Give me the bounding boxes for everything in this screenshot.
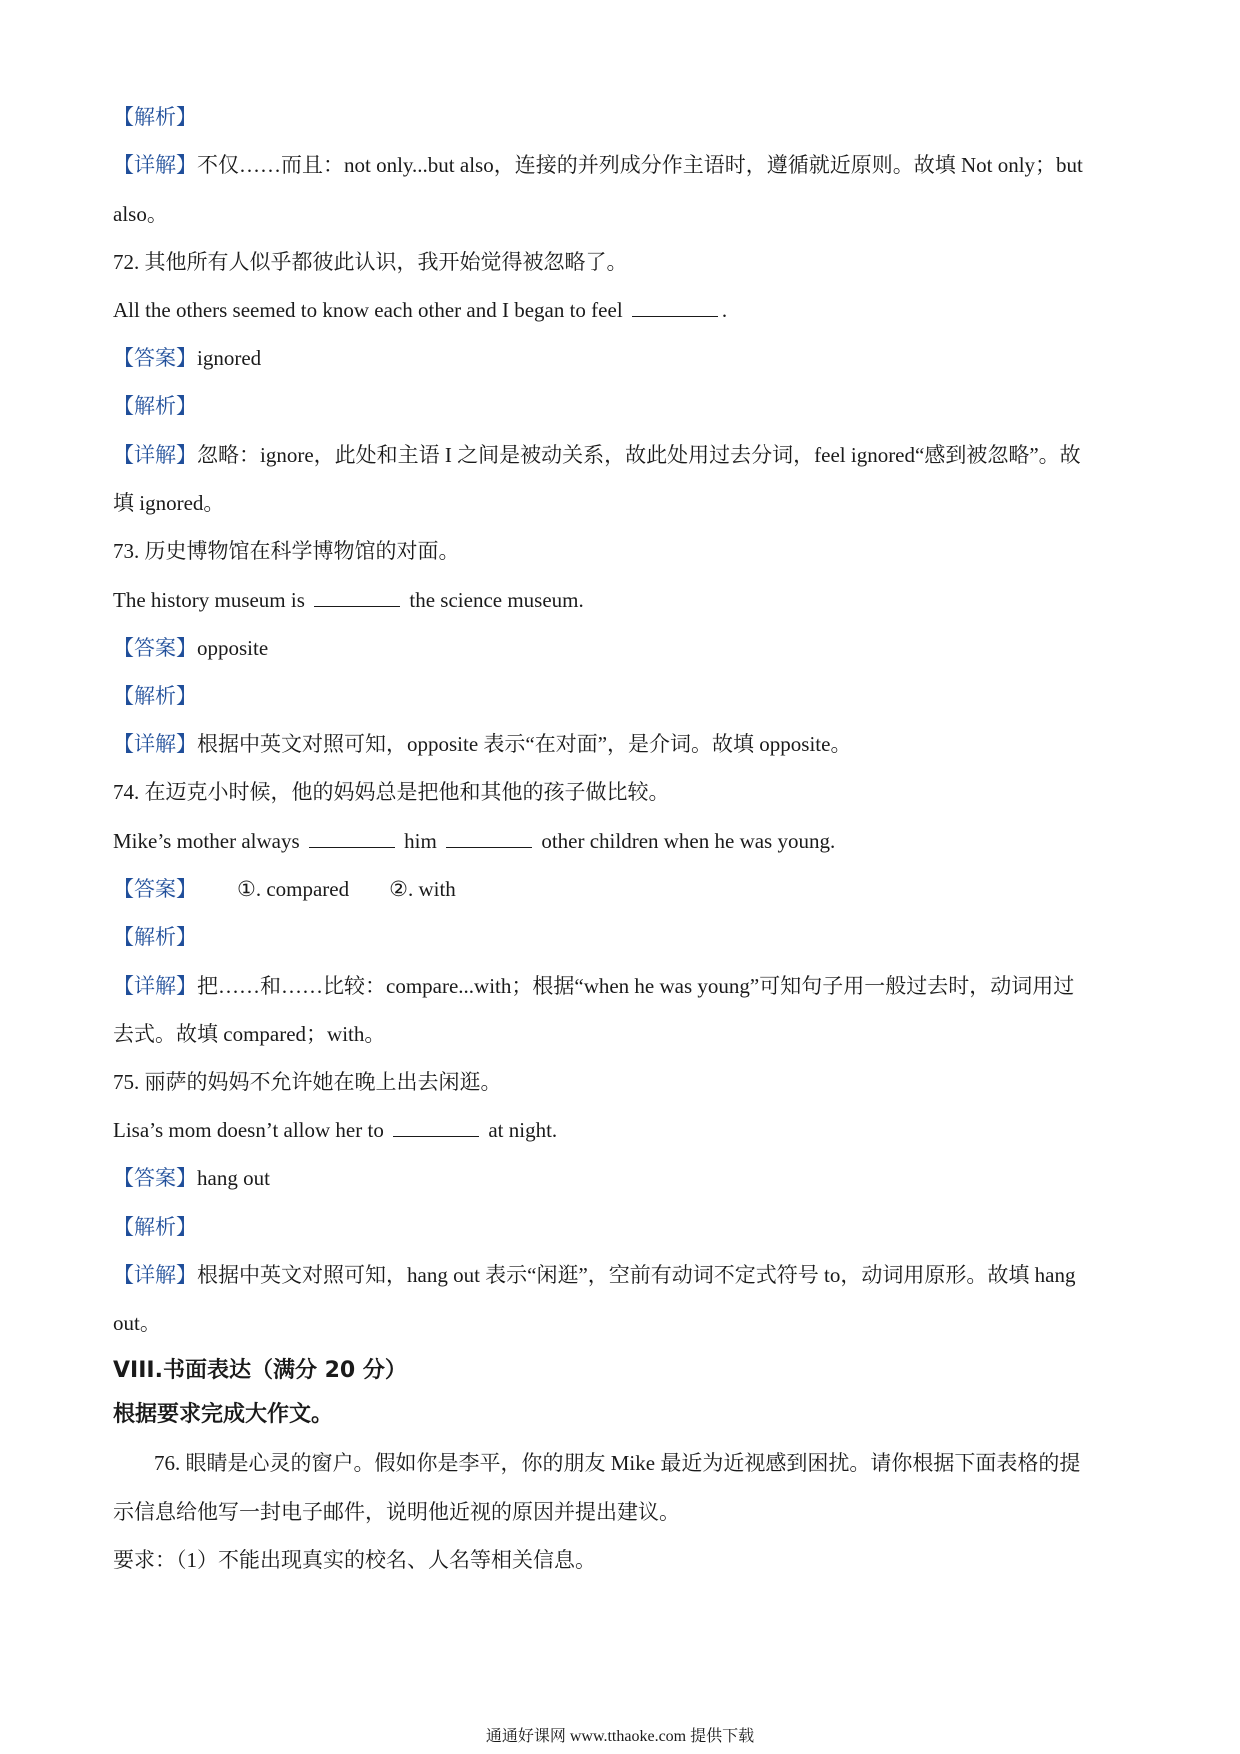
- detail-line: [113, 1260, 1133, 1290]
- detail-text: 不仅……而且：not only...but also，连接的并列成分作主语时，遵循就近原则。故填 Not only；but: [197, 153, 1083, 177]
- analysis-tag: 【解析】: [113, 1215, 197, 1239]
- detail-text: 根据中英文对照可知，hang out 表示“闲逛”，空前有动词不定式符号 to，动词用原形。故填 hang: [197, 1263, 1076, 1287]
- answer-tag: 【答案】: [113, 877, 197, 901]
- answer-blank: [393, 1118, 479, 1137]
- detail-text: 把……和……比较：compare...with；根据“when he was young”可知句子用一般过去时，动词用过: [197, 974, 1075, 998]
- question-74: [113, 777, 1133, 807]
- text-content: 去式。故填 compared；with。: [113, 1022, 386, 1046]
- sentence-part: Lisa’s mom doesn’t allow her to: [113, 1118, 384, 1142]
- answer-blank: [314, 588, 400, 607]
- answer-line-74: [113, 874, 1133, 904]
- text-line: [113, 1497, 1133, 1527]
- answer-text-1: ①. compared: [237, 877, 350, 901]
- analysis-tag-line: [113, 681, 1133, 711]
- question-text: 74. 在迈克小时候，他的妈妈总是把他和其他的孩子做比较。: [113, 780, 670, 804]
- detail-tag: 【详解】: [113, 153, 197, 177]
- answer-blank: [632, 298, 718, 317]
- detail-text: 根据中英文对照可知，opposite 表示“在对面”，是介词。故填 opposite。: [197, 732, 852, 756]
- footer-text: 通通好课网 www.tthaoke.com 提供下载: [485, 1728, 755, 1745]
- analysis-tag: 【解析】: [113, 394, 197, 418]
- requirements-line: [113, 1545, 1133, 1575]
- sentence-part: All the others seemed to know each other and I began to feel: [113, 298, 623, 322]
- question-text: 75. 丽萨的妈妈不允许她在晚上出去闲逛。: [113, 1070, 502, 1094]
- answer-tag: 【答案】: [113, 636, 197, 660]
- text-line: [113, 199, 1133, 229]
- question-text: 72. 其他所有人似乎都彼此认识，我开始觉得被忽略了。: [113, 250, 628, 274]
- sentence-part: The history museum is: [113, 588, 305, 612]
- sentence-73: [113, 585, 1133, 615]
- sentence-part: the science museum.: [409, 588, 584, 612]
- sentence-72: [113, 295, 1133, 325]
- sentence-part: at night.: [488, 1118, 558, 1142]
- answer-tag: 【答案】: [113, 1166, 197, 1190]
- sentence-part: .: [721, 298, 728, 322]
- answer-line-73: [113, 633, 1133, 663]
- question-73: [113, 536, 1133, 566]
- answer-line-72: [113, 343, 1133, 373]
- text-content: also。: [113, 202, 168, 226]
- detail-tag: 【详解】: [113, 443, 197, 467]
- page-footer: [0, 1726, 1240, 1748]
- section-heading-text: VIII.书面表达（满分 20 分）: [113, 1358, 407, 1383]
- text-line: [113, 488, 1133, 518]
- answer-text: hang out: [197, 1166, 270, 1190]
- answer-blank: [446, 829, 532, 848]
- task-heading: [113, 1400, 1133, 1430]
- text-content: 填 ignored。: [113, 491, 225, 515]
- detail-line: [113, 971, 1133, 1001]
- detail-text: 忽略：ignore，此处和主语 I 之间是被动关系，故此处用过去分词，feel ignored“感到被忽略”。故: [197, 443, 1081, 467]
- sentence-74: [113, 826, 1133, 856]
- analysis-tag: 【解析】: [113, 925, 197, 949]
- analysis-tag-line: [113, 391, 1133, 421]
- answer-text: opposite: [197, 636, 269, 660]
- detail-tag: 【详解】: [113, 1263, 197, 1287]
- text-content: 示信息给他写一封电子邮件，说明他近视的原因并提出建议。: [113, 1500, 680, 1524]
- analysis-tag-line: [113, 1212, 1133, 1242]
- question-text: 73. 历史博物馆在科学博物馆的对面。: [113, 539, 460, 563]
- answer-blank: [309, 829, 395, 848]
- text-line: [113, 1308, 1133, 1338]
- answer-text: ignored: [197, 346, 262, 370]
- question-75: [113, 1067, 1133, 1097]
- sentence-part: Mike’s mother always: [113, 829, 300, 853]
- task-heading-text: 根据要求完成大作文。: [113, 1402, 334, 1427]
- sentence-75: [113, 1115, 1133, 1145]
- detail-tag: 【详解】: [113, 732, 197, 756]
- detail-line: [113, 150, 1133, 180]
- analysis-tag: 【解析】: [113, 105, 197, 129]
- analysis-tag-line: [113, 102, 1133, 132]
- sentence-part: him: [404, 829, 437, 853]
- text-line: [113, 1019, 1133, 1049]
- section-heading: [113, 1356, 1133, 1386]
- sentence-part: other children when he was young.: [541, 829, 836, 853]
- detail-line: [113, 729, 1133, 759]
- answer-text-2: ②. with: [389, 877, 456, 901]
- text-content: out。: [113, 1311, 161, 1335]
- answer-line-75: [113, 1163, 1133, 1193]
- detail-tag: 【详解】: [113, 974, 197, 998]
- question-72: [113, 247, 1133, 277]
- prompt-paragraph: [154, 1448, 1174, 1478]
- answer-tag: 【答案】: [113, 346, 197, 370]
- analysis-tag: 【解析】: [113, 684, 197, 708]
- analysis-tag-line: [113, 922, 1133, 952]
- prompt-text: 76. 眼睛是心灵的窗户。假如你是李平，你的朋友 Mike 最近为近视感到困扰。请你根据下面表格的提: [154, 1451, 1081, 1475]
- detail-line: [113, 440, 1133, 470]
- requirements-text: 要求：（1）不能出现真实的校名、人名等相关信息。: [113, 1548, 596, 1572]
